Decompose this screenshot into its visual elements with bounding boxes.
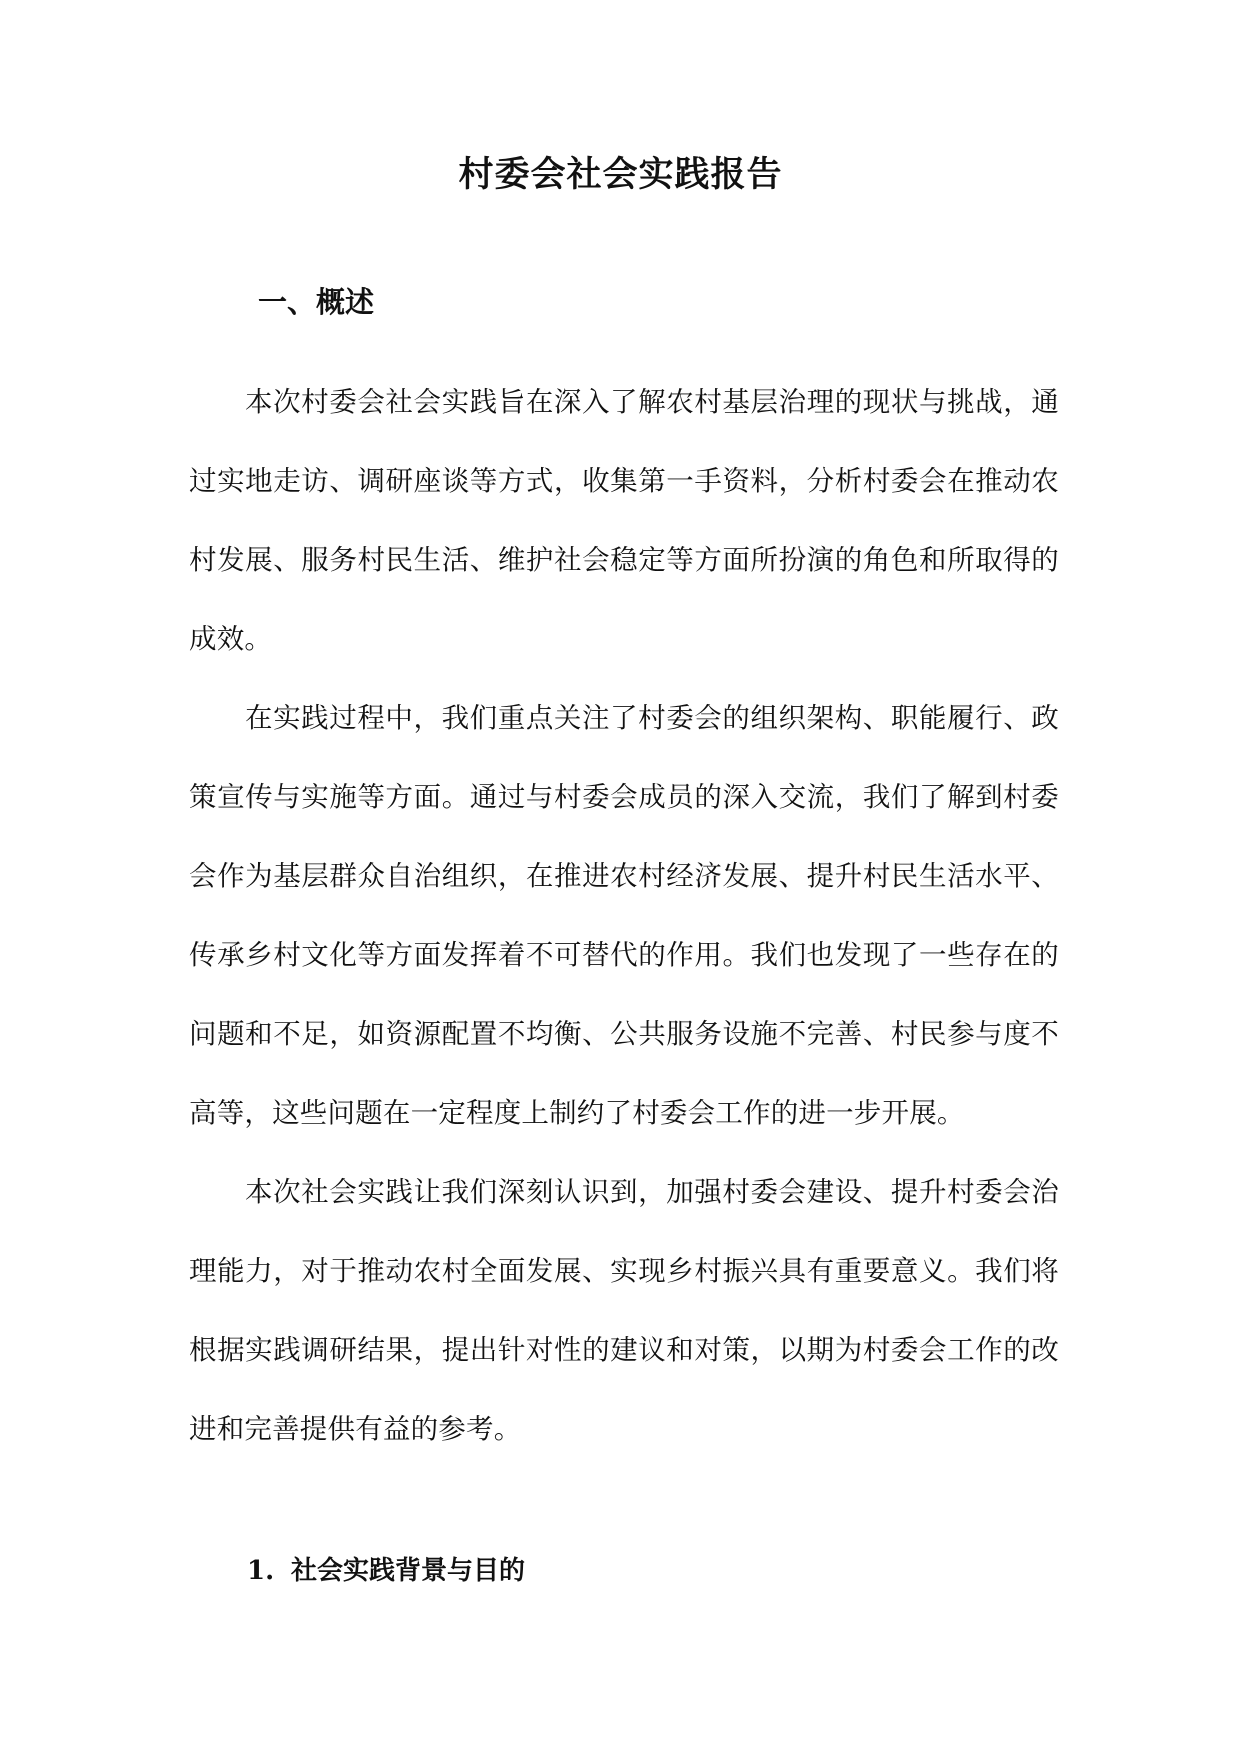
document-title: 村委会社会实践报告 bbox=[458, 154, 783, 195]
section-body bbox=[189, 363, 1059, 1469]
subsection-number: 1. bbox=[247, 1556, 275, 1586]
paragraph: 本次社会实践让我们深刻认识到，加强村委会建设、提升村委会治理能力，对于推动农村全面发展、实现乡村振兴具有重要意义。我们将根据实践调研结果，提出针对性的建议和对策，以期为村委会工作的改进和完善提供有益的参考。 bbox=[189, 1176, 1059, 1445]
section-heading-overview: 一、概述 bbox=[258, 285, 375, 319]
paragraph: 本次村委会社会实践旨在深入了解农村基层治理的现状与挑战，通过实地走访、调研座谈等方式，收集第一手资料，分析村委会在推动农村发展、服务村民生活、维护社会稳定等方面所扮演的角色和所取得的成效。 bbox=[189, 386, 1059, 655]
paragraph: 在实践过程中，我们重点关注了村委会的组织架构、职能履行、政策宣传与实施等方面。通过与村委会成员的深入交流，我们了解到村委会作为基层群众自治组织，在推进农村经济发展、提升村民生活水平、传承乡村文化等方面发挥着不可替代的作用。我们也发现了一些存在的问题和不足，如资源配置不均衡、公共服务设施不完善、村民参与度不高等，这些问题在一定程度上制约了村委会工作的进一步开展。 bbox=[189, 702, 1059, 1129]
subsection-title: 社会实践背景与目的 bbox=[291, 1556, 526, 1586]
subsection-heading bbox=[247, 1551, 525, 1591]
